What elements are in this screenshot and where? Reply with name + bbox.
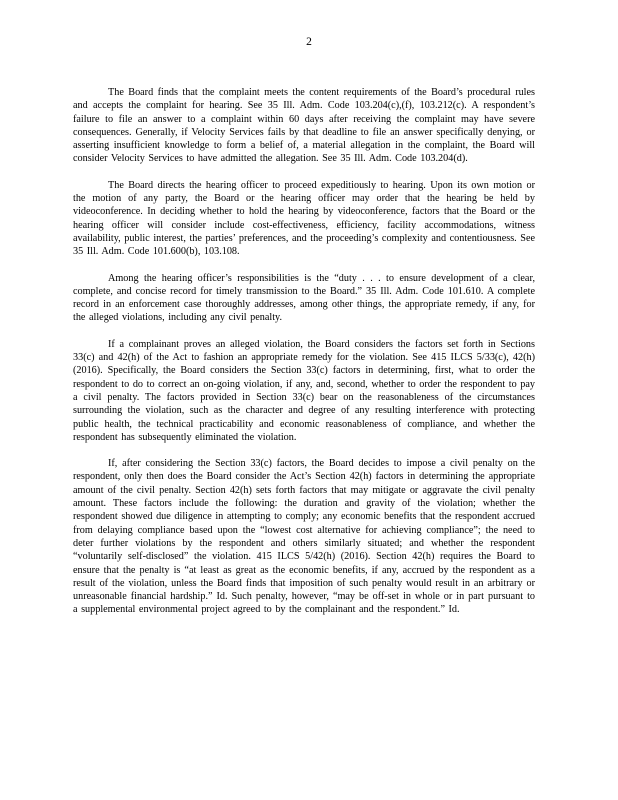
page-number: 2 (306, 36, 312, 48)
paragraph-complaint-acceptance: The Board finds that the complaint meets the content requirements of the Board’s procedural rules and accepts the complaint for hearing. See 35 Ill. Adm. Code 103.204(c),(f), 103.212(c). A respondent’s failure to file an answer to a complaint within 60 days after receiving the complaint may have severe consequences. Generally, if Velocity Services fails by that deadline to file an answer specifically denying, or asserting insufficient knowledge to form a belief of, a material allegation in the complaint, the Board will consider Velocity Services to have admitted the allegation. See 35 Ill. Adm. Code 103.204(d). (73, 87, 535, 165)
paragraph-hearing-videoconference: The Board directs the hearing officer to proceed expeditiously to hearing. Upon its own motion or the motion of any party, the Board or the hearing officer may order that the hearing be held by videoconference. In deciding whether to hold the hearing by videoconference, factors that the Board or the hearing officer will consider include cost-effectiveness, efficiency, facility accommodations, witness availability, public interest, the parties’ preferences, and the proceeding’s complexity and contentiousness. See 35 Ill. Adm. Code 101.600(b), 103.108. (73, 179, 535, 258)
body-text (73, 86, 535, 617)
paragraph-hearing-officer-duty: Among the hearing officer’s responsibilities is the “duty . . . to ensure development of a clear, complete, and concise record for timely transmission to the Board.” 35 Ill. Adm. Code 101.610. A complete record in an enforcement case thoroughly addresses, among other things, the appropriate remedy, if any, for the alleged violations, including any civil penalty. (73, 272, 535, 324)
paragraph-section-33c-factors: If a complainant proves an alleged violation, the Board considers the factors set forth in Sections 33(c) and 42(h) of the Act to fashion an appropriate remedy for the violation. See 415 ILCS 5/33(c), 42(h) (2016). Specifically, the Board considers the Section 33(c) factors in determining, first, what to order the respondent to do to correct an on-going violation, if any, and, second, whether to order the respondent to pay a civil penalty. The factors provided in Section 33(c) bear on the reasonableness of the circumstances surrounding the violation, such as the character and degree of any resulting interference with protecting public health, the technical practicability and economic reasonableness of compliance, and whether the respondent has subsequently eliminated the violation. (73, 338, 535, 443)
paragraph-section-42h-penalty: If, after considering the Section 33(c) factors, the Board decides to impose a civil penalty on the respondent, only then does the Board consider the Act’s Section 42(h) factors in determining the appropriate amount of the civil penalty. Section 42(h) sets forth factors that may mitigate or aggravate the civil penalty amount. These factors include the following: the duration and gravity of the violation; whether the respondent showed due diligence in attempting to comply; any economic benefits that the respondent accrued from delaying compliance based upon the “lowest cost alternative for achieving compliance”; the need to deter further violations by the respondent and others similarly situated; and whether the respondent “voluntarily self-disclosed” the violation. 415 ILCS 5/42(h) (2016). Section 42(h) requires the Board to ensure that the penalty is “at least as great as the economic benefits, if any, accrued by the respondent as a result of the violation, unless the Board finds that imposition of such penalty would result in an arbitrary or unreasonable financial hardship.” Id. Such penalty, however, “may be off-set in whole or in part pursuant to a supplemental environmental project agreed to by the complainant and the respondent.” Id. (73, 458, 535, 616)
